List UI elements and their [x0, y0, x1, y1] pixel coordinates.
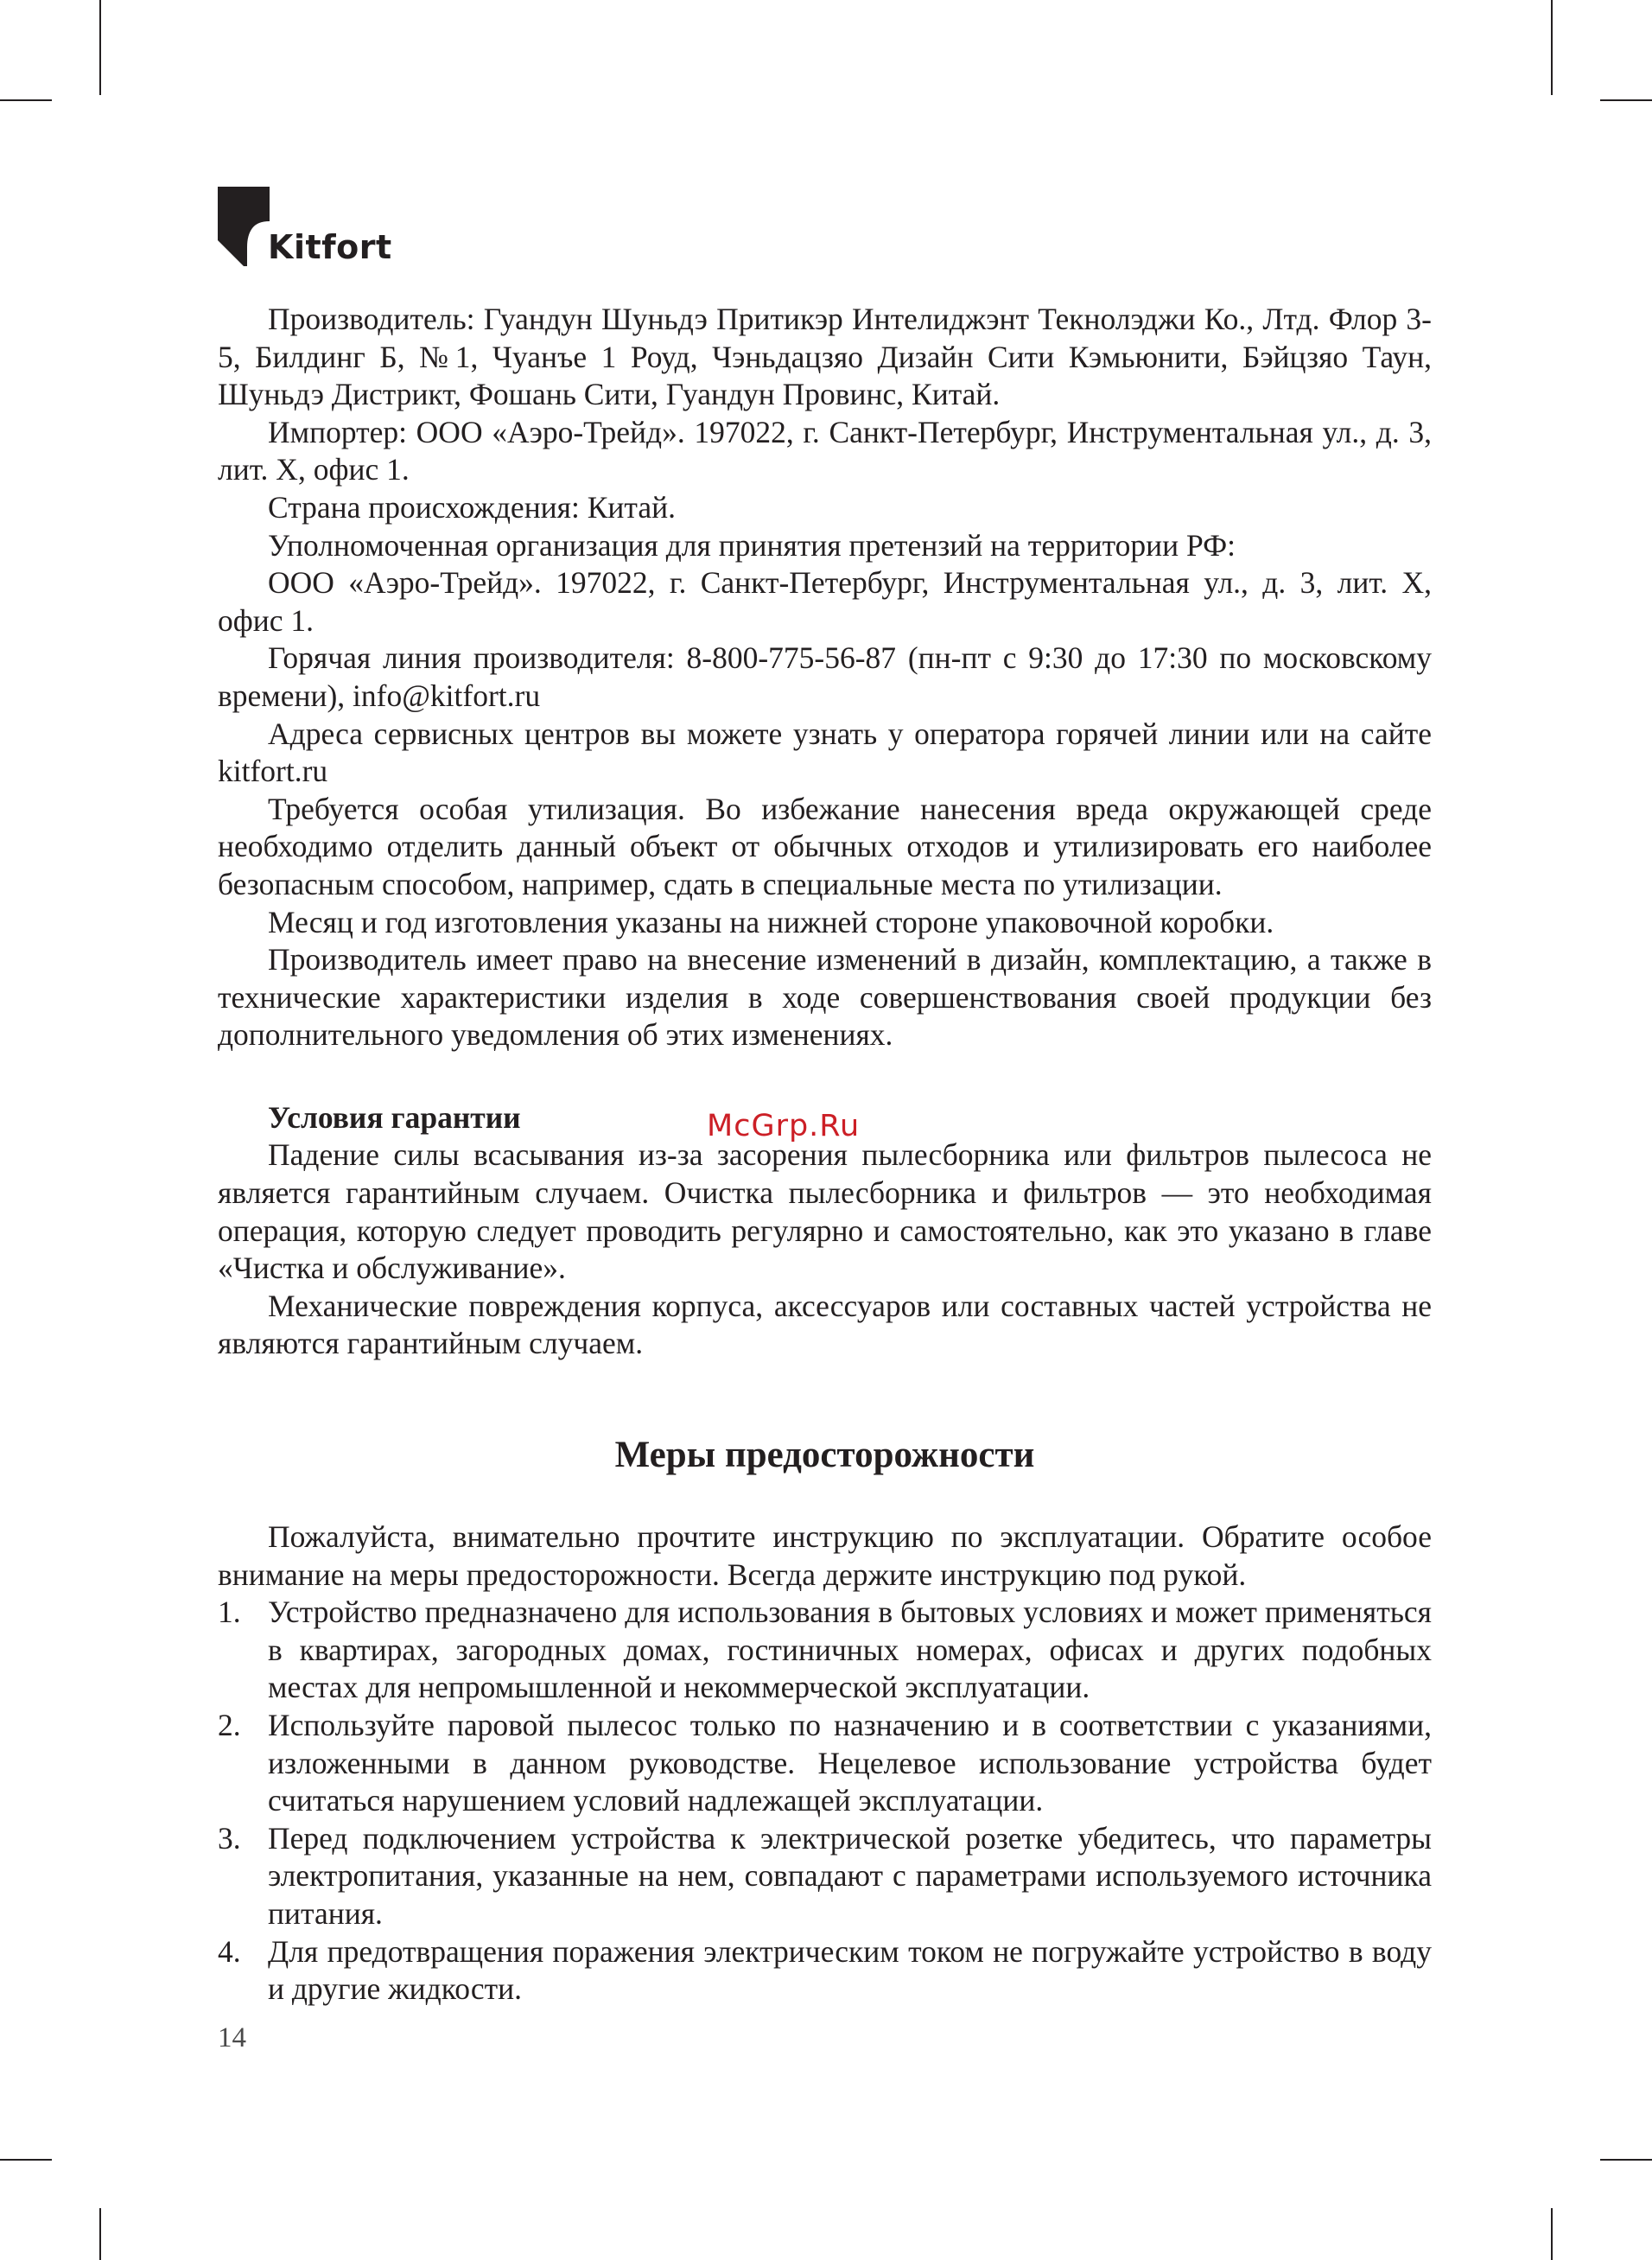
warranty-heading: Условия гарантии [268, 1099, 521, 1135]
list-item [218, 1707, 1432, 1820]
service-centers-info: Адреса сервисных центров вы можете узнать у оператора горячей линии или на сайте kitfort.ru [218, 716, 1432, 789]
country-of-origin: Страна происхождения: Китай. [268, 489, 677, 525]
list-item [218, 1933, 1432, 2009]
kitfort-logo-icon [218, 187, 270, 266]
list-item-number: 2. [218, 1708, 241, 1742]
list-item [218, 1820, 1432, 1933]
warranty-paragraph: Механические повреждения корпуса, аксессуаров или составных частей устройства не являются гарантийным случаем. [218, 1288, 1432, 1361]
kitfort-logo-mark [218, 187, 270, 266]
list-item-number: 4. [218, 1933, 241, 1969]
crop-mark [1551, 0, 1553, 95]
brand-name: Kitfort [268, 228, 392, 266]
crop-mark [99, 0, 101, 95]
list-item-text: Перед подключением устройства к электрической розетке убедитесь, что параметры электропитания, указанные на нем, совпадают с параметрами используемого источника питания. [268, 1820, 1432, 1931]
crop-mark [1551, 2208, 1553, 2260]
importer-info: Импортер: ООО «Аэро-Трейд». 197022, г. Санкт-Петербург, Инструментальная ул., д. 3, лит. Х, офис 1. [218, 414, 1432, 487]
list-item-text: Для предотвращения поражения электрическим током не погружайте устройство в воду и другие жидкости. [268, 1933, 1432, 2007]
list-item-number: 3. [218, 1820, 241, 1856]
claims-org-address: ООО «Аэро-Трейд». 197022, г. Санкт-Петербург, Инструментальная ул., д. 3, лит. Х, офис 1. [218, 565, 1432, 638]
crop-mark [1600, 99, 1652, 101]
safety-intro: Пожалуйста, внимательно прочтите инструкцию по эксплуатации. Обратите особое внимание на меры предосторожности. Всегда держите инструкцию под рукой. [218, 1519, 1432, 1592]
list-item-number: 1. [218, 1595, 241, 1630]
claims-org-label: Уполномоченная организация для принятия претензий на территории РФ: [268, 527, 1236, 563]
crop-mark [0, 99, 52, 101]
page-number: 14 [218, 2022, 246, 2053]
list-item-text: Используйте паровой пылесос только по назначению и в соответствии с указаниями, изложенными в данном руководстве. Нецелевое использование устройства будет считаться нарушением условий надлежащей эксплуатации. [268, 1708, 1432, 1818]
warranty-paragraph: Падение силы всасывания из-за засорения пылесборника или фильтров пылесоса не является гарантийным случаем. Очистка пылесборника и фильтров — это необходимая операция, которую следует проводить регулярно и самостоятельно, как это указано в главе «Чистка и обслуживание». [218, 1137, 1432, 1286]
watermark: McGrp.Ru [707, 1109, 861, 1143]
manufacture-date-info: Месяц и год изготовления указаны на нижней стороне упаковочной коробки. [268, 904, 1274, 939]
manufacturer-info: Производитель: Гуандун Шуньдэ Притикэр Интелиджэнт Текнолэджи Ко., Лтд. Флор 3-5, Билдинг Б, №1, Чуанъе 1 Роуд, Чэньдацзяо Дизайн Сити Кэмьюнити, Бэйцзяо Таун, Шуньдэ Дистрикт, Фошань Сити, Гуандун Провинс, Китай. [218, 302, 1432, 412]
section-title: Меры предосторожности [614, 1435, 1035, 1476]
disposal-info: Требуется особая утилизация. Во избежание нанесения вреда окружающей среде необходимо отделить данный объект от обычных отходов и утилизировать его наиболее безопасным способом, например, сдать в специальные места по утилизации. [218, 791, 1432, 901]
document-body [218, 301, 1432, 2009]
list-item-text: Устройство предназначено для использования в бытовых условиях и может применяться в квартирах, загородных домах, гостиничных номерах, офисах и других подобных местах для непромышленной и некоммерческой эксплуатации. [268, 1595, 1432, 1705]
crop-mark [99, 2208, 101, 2260]
list-item [218, 1594, 1432, 1707]
changes-notice: Производитель имеет право на внесение изменений в дизайн, комплектацию, а также в технические характеристики изделия в ходе совершенствования своей продукции без дополнительного уведомления об этих изменениях. [218, 942, 1432, 1053]
crop-mark [0, 2159, 52, 2161]
crop-mark [1600, 2159, 1652, 2161]
hotline-info: Горячая линия производителя: 8-800-775-56-87 (пн-пт с 9:30 до 17:30 по московскому времени), info@kitfort.ru [218, 640, 1432, 713]
safety-list [218, 1594, 1432, 2009]
